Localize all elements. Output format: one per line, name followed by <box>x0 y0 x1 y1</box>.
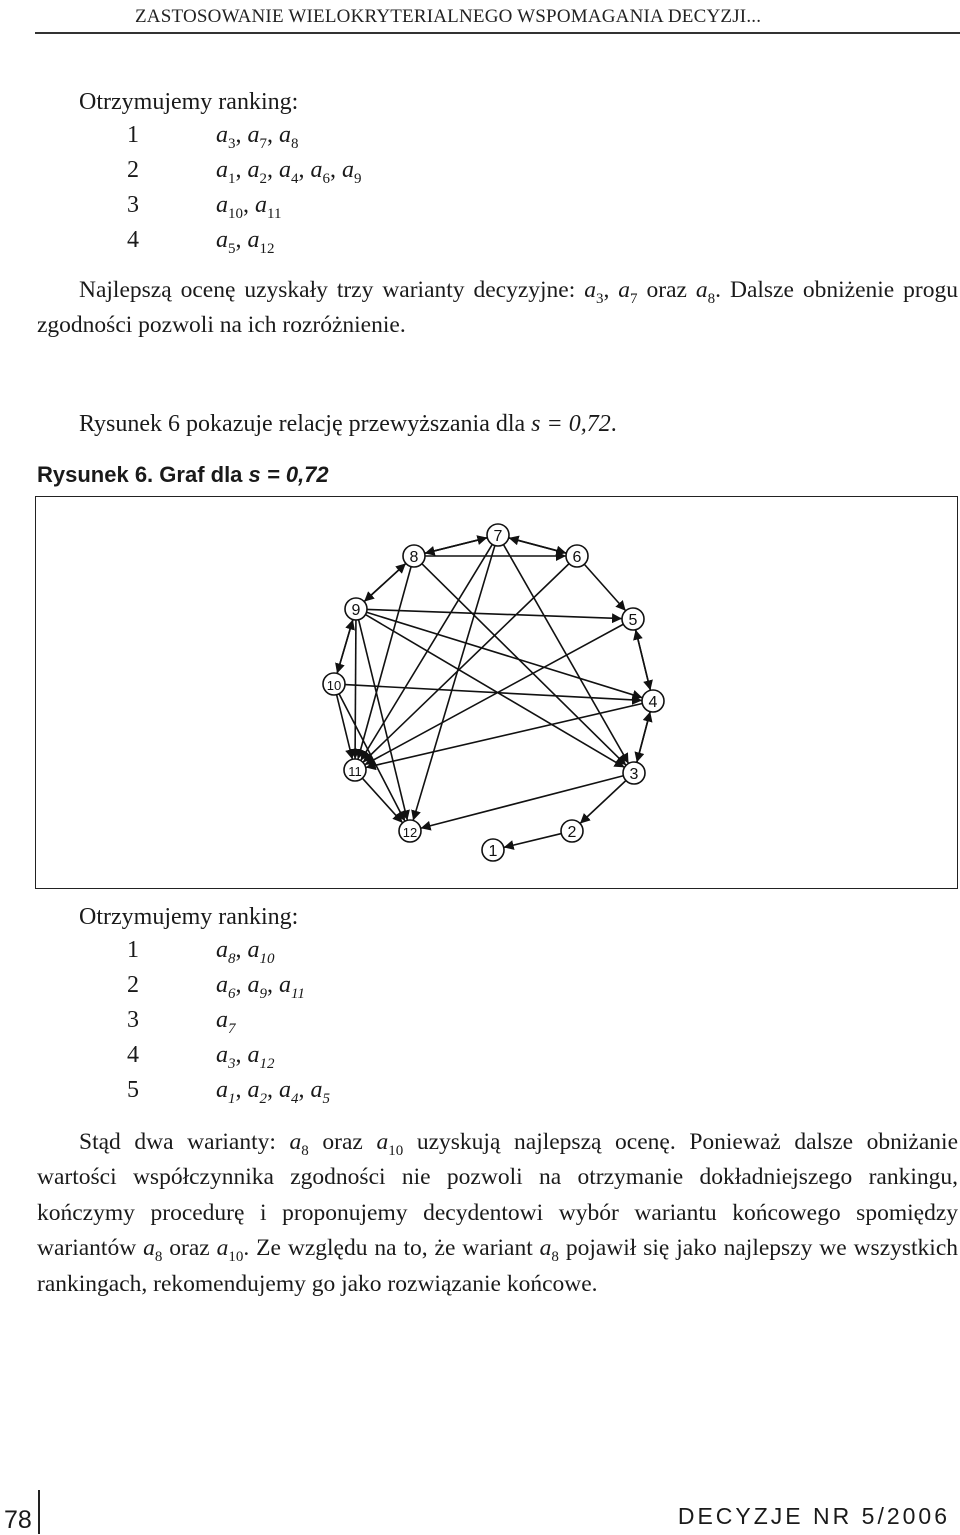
rank-variants: $a_3$, $a_7$, $a_8$ <box>216 122 299 152</box>
para1-var-1: a <box>584 277 596 303</box>
graph-node-label: 2 <box>567 824 577 841</box>
edge-8-to-11 <box>358 567 411 760</box>
header-rule <box>35 32 960 34</box>
variant-symbol: a <box>247 1077 260 1103</box>
edge-10-to-12 <box>339 694 405 821</box>
rank-number: 2 <box>127 157 139 183</box>
page-number: 78 <box>4 1506 32 1534</box>
edge-8-to-9 <box>364 563 406 601</box>
graph-node-label: 7 <box>493 528 503 545</box>
rank-variants: $a_1$, $a_2$, $a_4$, $a_5$ <box>216 1077 330 1107</box>
rank-variants: $a_1$, $a_2$, $a_4$, $a_6$, $a_9$ <box>216 157 362 187</box>
rank-number: 4 <box>127 1042 139 1068</box>
graph-node-9 <box>345 598 367 620</box>
variant-index: 4 <box>291 1091 299 1107</box>
journal-name: DECYZJE NR 5/2006 <box>677 1503 950 1529</box>
graph-node-4 <box>642 690 664 712</box>
para3-var-3: a <box>143 1235 155 1262</box>
variant-symbol: a <box>247 122 260 148</box>
para2-symbol: s = 0,72 <box>531 411 611 437</box>
variant-symbol: a <box>247 227 260 253</box>
variant-index: 1 <box>228 171 236 187</box>
edge-11-to-12 <box>362 778 402 823</box>
variant-symbol: a <box>247 972 260 998</box>
graph-node-10 <box>323 673 345 695</box>
variant-symbol: a <box>216 227 228 253</box>
figure-caption-label: Rysunek 6. <box>37 462 154 487</box>
para3-var-1: a <box>289 1129 302 1155</box>
edge-10-to-4 <box>345 685 642 701</box>
edge-2-to-1 <box>504 834 562 848</box>
edge-8-to-7 <box>425 538 488 554</box>
rank-variants: $a_5$, $a_{12}$ <box>216 227 275 257</box>
rank-number: 4 <box>127 227 139 253</box>
graph-node-12 <box>399 820 421 842</box>
variant-symbol: a <box>247 937 260 963</box>
edge-3-to-12 <box>421 776 624 828</box>
variant-symbol: a <box>279 157 291 183</box>
edge-6-to-7 <box>509 538 567 553</box>
variant-symbol: a <box>255 192 267 218</box>
para3-var-1-sub: 8 <box>301 1143 309 1159</box>
figure-caption-text: Graf dla <box>153 462 249 487</box>
variant-index: 8 <box>228 951 236 967</box>
graph-node-5 <box>622 608 644 630</box>
variant-symbol: a <box>216 937 228 963</box>
rank-variants: $a_6$, $a_9$, $a_{11}$ <box>216 972 305 1002</box>
variant-symbol: a <box>342 157 354 183</box>
variant-index: 3 <box>228 1056 236 1072</box>
graph-node-6 <box>566 545 588 567</box>
para3-var-4: a <box>216 1235 229 1262</box>
edge-6-to-11 <box>363 564 569 763</box>
variant-symbol: a <box>216 972 228 998</box>
para3-text-6: pojawił się jako najlepszy we wszystkich rankingach, rekomendujemy go jako rozwiązanie końcowe. <box>37 1235 959 1297</box>
variant-index: 7 <box>259 136 267 152</box>
variant-index: 5 <box>322 1091 330 1107</box>
variant-symbol: a <box>216 1042 228 1068</box>
rank-variants: $a_{10}$, $a_{11}$ <box>216 192 282 222</box>
para3-text-4: oraz <box>162 1235 217 1262</box>
running-header <box>0 0 960 34</box>
paragraph-2 <box>79 407 617 441</box>
variant-symbol: a <box>216 157 228 183</box>
variant-index: 3 <box>228 136 236 152</box>
graph-node-11 <box>344 759 366 781</box>
graph-node-label: 10 <box>326 678 342 693</box>
graph-node-label: 5 <box>628 612 638 629</box>
variant-index: 11 <box>291 986 305 1002</box>
variant-index: 11 <box>267 206 282 222</box>
variant-index: 6 <box>228 986 236 1002</box>
graph-node-label: 11 <box>348 764 362 779</box>
edge-9-to-5 <box>367 609 622 618</box>
para1-var-1-sub: 3 <box>595 291 604 307</box>
variant-symbol: a <box>310 157 323 183</box>
variant-index: 2 <box>259 1091 267 1107</box>
edge-9-to-11 <box>355 620 356 759</box>
rank-number: 3 <box>127 192 139 218</box>
para3-var-2-sub: 10 <box>388 1143 404 1159</box>
variant-index: 10 <box>259 951 275 967</box>
rank-number: 3 <box>127 1007 139 1033</box>
para3-var-3-sub: 8 <box>154 1249 163 1266</box>
variant-index: 12 <box>259 241 275 257</box>
rank-number: 1 <box>127 122 139 148</box>
para1-var-3-sub: 8 <box>707 291 716 307</box>
para1-var-3: a <box>695 277 708 303</box>
figure-caption <box>37 462 329 488</box>
rank-variants <box>216 1007 236 1037</box>
graph-node-1 <box>482 839 504 861</box>
ranking-1-intro: Otrzymujemy ranking: <box>79 89 299 115</box>
graph-node-8 <box>403 545 425 567</box>
variant-symbol: a <box>247 1042 260 1068</box>
edge-7-to-11 <box>361 544 493 760</box>
para3-var-2: a <box>376 1129 389 1155</box>
graph-node-label: 3 <box>629 766 639 783</box>
variant-symbol: a <box>216 1077 228 1103</box>
graph-node-3 <box>623 762 645 784</box>
variant-symbol: a <box>279 122 291 148</box>
outranking-graph-svg <box>36 497 956 887</box>
graph-node-7 <box>487 524 509 546</box>
figure-graph <box>35 496 958 889</box>
footer-rule <box>38 1490 40 1534</box>
rank-number: 2 <box>127 972 139 998</box>
para3-text-1: Stąd dwa warianty: <box>79 1129 290 1155</box>
figure-caption-symbol: s = 0,72 <box>248 462 329 487</box>
paragraph-3 <box>37 1125 958 1302</box>
variant-index: 1 <box>228 1091 236 1107</box>
para3-var-5: a <box>539 1235 552 1262</box>
graph-node-label: 6 <box>572 549 582 566</box>
rank-number: 5 <box>127 1077 139 1103</box>
para1-var-2: a <box>618 277 631 303</box>
variant-symbol: a <box>216 122 228 148</box>
variant-index: 5 <box>228 241 236 257</box>
graph-node-label: 9 <box>351 602 361 619</box>
variant-index: 10 <box>228 206 243 222</box>
para3-var-5-sub: 8 <box>551 1249 559 1266</box>
variant-symbol: a <box>216 192 228 218</box>
para3-text-2: oraz <box>308 1129 377 1155</box>
variant-index: 6 <box>322 171 330 187</box>
variant-index: 2 <box>259 171 267 187</box>
edge-4-to-11 <box>366 703 643 767</box>
variant-index: 9 <box>354 171 362 187</box>
para3-text-5: . Ze względu na to, że wariant <box>243 1235 540 1262</box>
para1-var-2-sub: 7 <box>630 291 638 307</box>
variant-index: 7 <box>228 1021 236 1037</box>
edge-3-to-4 <box>637 712 650 763</box>
graph-node-2 <box>561 820 583 842</box>
paragraph-1 <box>37 273 958 344</box>
edge-9-to-10 <box>337 620 353 674</box>
para3-text-3: uzyskują najlepszą ocenę. Ponieważ dalsze obniżanie wartości współczynnika zgodności nie pozwoli na otrzymanie dokładniejszego rankingu, kończymy procedurę i proponujemy decydentowi wybór wariantu końcowego spomiędzy wariantów <box>37 1129 959 1262</box>
para2-text-2: . <box>610 411 617 437</box>
ranking-2-intro: Otrzymujemy ranking: <box>79 904 299 930</box>
variant-index: 9 <box>259 986 267 1002</box>
rank-variants: $a_3$, $a_{12}$ <box>216 1042 275 1072</box>
para1-text-2: , <box>603 277 619 303</box>
para1-text-1: Najlepszą ocenę uzyskały trzy warianty decyzyjne: <box>79 277 585 303</box>
variant-symbol: a <box>247 157 260 183</box>
variant-symbol: a <box>310 1077 323 1103</box>
edge-4-to-5 <box>636 630 651 691</box>
graph-node-label: 4 <box>648 694 658 711</box>
graph-node-label: 1 <box>488 843 498 860</box>
para2-text-1: Rysunek 6 pokazuje relację przewyższania dla <box>79 411 532 437</box>
variant-symbol: a <box>279 1077 291 1103</box>
variant-index: 4 <box>291 171 299 187</box>
running-header-title: ZASTOSOWANIE WIELOKRYTERIALNEGO WSPOMAGANIA DECYZJI... <box>135 6 762 27</box>
variant-index: 12 <box>259 1056 275 1072</box>
graph-node-label: 8 <box>409 549 419 566</box>
edge-9-to-3 <box>365 615 624 768</box>
rank-number: 1 <box>127 937 139 963</box>
edge-9-to-12 <box>359 620 408 821</box>
variant-symbol: a <box>216 1007 228 1033</box>
para1-text-4: . Dalsze obniżenie progu zgodności pozwoli na ich rozróżnienie. <box>37 277 958 339</box>
para1-text-3: oraz <box>637 277 696 303</box>
variant-index: 8 <box>291 136 299 152</box>
edge-6-to-5 <box>584 564 625 611</box>
edge-8-to-3 <box>422 564 626 766</box>
para3-var-4-sub: 10 <box>228 1249 244 1266</box>
variant-symbol: a <box>279 972 291 998</box>
edge-3-to-2 <box>580 781 626 824</box>
rank-variants: $a_8$, $a_{10}$ <box>216 937 275 967</box>
graph-node-label: 12 <box>402 825 418 840</box>
